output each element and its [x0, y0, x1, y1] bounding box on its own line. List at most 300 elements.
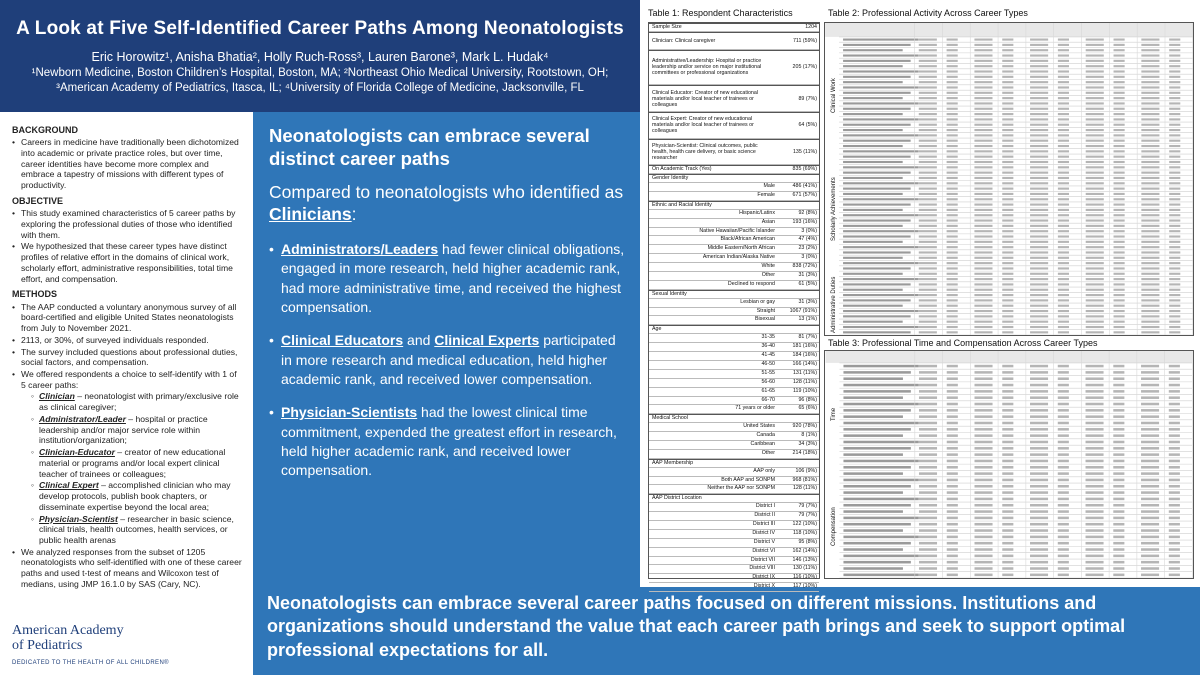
table-cell-text — [1086, 574, 1104, 577]
finding-text: participated in more research and medical education, held higher academic rank, and received lower compensation. — [281, 332, 616, 387]
table-cell-text — [947, 567, 958, 570]
table-cell-text — [1169, 396, 1180, 399]
table-cell-text — [1030, 289, 1048, 291]
table-cell-text — [1169, 422, 1180, 425]
table-cell-text — [1141, 283, 1159, 285]
table-cell-text — [947, 422, 958, 425]
table-cell-text — [1002, 447, 1013, 450]
table-cell-text — [1058, 241, 1069, 243]
aap-logo — [12, 623, 237, 667]
table-cell-text — [843, 517, 918, 520]
table-cell-text — [974, 235, 992, 237]
table-cell-text — [1113, 529, 1124, 532]
table-cell-text — [1058, 491, 1069, 494]
table-cell-text — [1002, 39, 1013, 41]
table-cell-text — [1169, 479, 1180, 482]
table-cell-text — [1114, 204, 1125, 206]
table-cell-text — [1002, 124, 1013, 126]
table-cell-text — [919, 396, 937, 399]
table-cell-text — [1086, 428, 1104, 431]
table-cell-text — [919, 504, 937, 507]
table-cell-text — [975, 384, 993, 387]
table-cell-text — [843, 396, 902, 399]
table1-row-label: On Academic Track (Yes) — [652, 166, 712, 173]
comparison-suffix: : — [351, 204, 357, 225]
table-cell-text — [974, 81, 992, 83]
table-cell-text — [919, 371, 937, 374]
table-cell-text — [919, 241, 937, 243]
table-cell-text — [1086, 542, 1104, 545]
table-cell-text — [974, 273, 992, 275]
table-cell-text — [1002, 166, 1013, 168]
table-cell-text — [975, 377, 993, 380]
table1-row-value: 968 (81%) — [792, 476, 817, 483]
table1-row-value: 95 (8%) — [798, 538, 817, 545]
table-cell-text — [1113, 491, 1124, 494]
table1-row — [649, 183, 819, 192]
table-cell-text — [1169, 177, 1180, 179]
table-cell-text — [919, 315, 937, 317]
table-cell-text — [1114, 230, 1125, 232]
career-path-name: Administrator/Leader — [39, 413, 126, 424]
table-cell-text — [1086, 299, 1104, 301]
table-cell-text — [1002, 65, 1013, 67]
table-cell-text — [1058, 134, 1069, 136]
table-cell-text — [1169, 81, 1180, 83]
table-cell-text — [1141, 377, 1159, 380]
table-cell-text — [1169, 246, 1180, 248]
table-cell-text — [1058, 523, 1069, 526]
table-cell-text — [1086, 172, 1104, 174]
table-cell-text — [1114, 182, 1125, 184]
table-cell-text — [1169, 460, 1180, 463]
table-cell-text — [1141, 321, 1159, 323]
table-cell-text — [1169, 140, 1180, 142]
table-cell-text — [1086, 182, 1104, 184]
table-cell-text — [1169, 166, 1180, 168]
table-cell-text — [1169, 491, 1180, 494]
table-cell-text — [919, 156, 937, 158]
table-cell-text — [947, 134, 958, 136]
table1-row — [649, 85, 819, 112]
table-cell-text — [1086, 166, 1104, 168]
career-path-item — [31, 414, 243, 446]
table-cell-text — [947, 331, 958, 333]
table-cell-text — [947, 177, 958, 179]
table-cell-text — [1169, 315, 1180, 317]
table-cell-text — [1141, 92, 1159, 94]
table-cell-text — [1030, 299, 1048, 301]
table-cell-text — [919, 161, 937, 163]
table-cell-text — [1058, 225, 1069, 227]
table-cell-text — [1002, 283, 1013, 285]
table-cell-text — [919, 76, 937, 78]
table-cell-text — [1141, 113, 1159, 115]
table1-row — [649, 210, 819, 219]
table-cell-text — [1141, 70, 1159, 72]
table-cell-text — [1086, 510, 1104, 513]
table-cell-text — [1169, 241, 1180, 243]
table1-row — [649, 325, 819, 334]
table-cell-text — [947, 289, 958, 291]
table-cell-text — [843, 371, 910, 374]
table-cell-text — [975, 548, 993, 551]
table1-row-value: 671 (57%) — [792, 192, 817, 199]
table-cell-text — [1114, 166, 1125, 168]
table-cell-text — [1086, 321, 1104, 323]
table1-row — [649, 388, 819, 397]
career-path-name: Clinician-Educator — [39, 447, 115, 458]
table-cell-text — [1086, 517, 1104, 520]
table-cell-text — [1086, 76, 1104, 78]
table-cell-text — [919, 310, 937, 312]
table1-row-label: 51-55 — [761, 369, 775, 376]
table-cell-text — [1030, 447, 1048, 450]
table-cell-text — [1030, 129, 1048, 131]
table1-row-value: 106 (9%) — [795, 467, 817, 474]
table-cell-text — [919, 267, 937, 269]
table-cell-text — [1002, 204, 1013, 206]
table-cell-text — [1114, 305, 1125, 307]
table-cell-text — [975, 466, 993, 469]
table-cell-text — [1058, 219, 1069, 221]
table-cell-text — [1086, 434, 1104, 437]
table-cell-text — [1030, 365, 1048, 368]
table-cell-text — [1113, 409, 1124, 412]
finding-term: Clinical Educators — [281, 332, 404, 349]
table-cell-text — [1141, 403, 1159, 406]
table-cell-text — [974, 140, 992, 142]
table-cell-text — [947, 241, 958, 243]
table-cell-text — [1141, 278, 1159, 280]
table-cell-text — [1030, 257, 1048, 259]
table-cell-text — [1141, 294, 1159, 296]
table-cell-text — [1113, 504, 1124, 507]
table-cell-text — [843, 39, 919, 41]
table-cell-text — [947, 371, 958, 374]
table-cell-text — [1086, 523, 1104, 526]
table-cell-text — [1030, 225, 1048, 227]
table-cell-text — [1002, 278, 1013, 280]
table-cell-text — [975, 390, 993, 393]
table-cell-text — [1058, 235, 1069, 237]
methods-heading: METHODS — [12, 289, 57, 300]
table-cell-text — [975, 472, 993, 475]
table-cell-text — [1058, 214, 1069, 216]
table-cell-text — [1030, 390, 1048, 393]
table-cell-text — [1169, 567, 1180, 570]
table-cell-text — [947, 193, 958, 195]
table1-row — [649, 494, 819, 503]
table-cell-text — [919, 214, 937, 216]
table-cell-text — [1113, 574, 1124, 577]
table-cell-text — [919, 491, 937, 494]
table-cell-text — [974, 65, 992, 67]
table1-row — [649, 299, 819, 308]
table-cell-text — [975, 371, 993, 374]
table-cell-text — [947, 403, 958, 406]
table-cell-text — [843, 529, 902, 532]
table1-row — [649, 219, 819, 228]
table-cell-text — [947, 294, 958, 296]
table-cell-text — [947, 321, 958, 323]
table-cell-text — [1141, 555, 1159, 558]
table-cell-text — [1086, 129, 1104, 131]
table-cell-text — [1113, 390, 1124, 393]
table-cell-text — [1169, 434, 1180, 437]
table-cell-text — [919, 498, 937, 501]
table-cell-text — [1002, 415, 1013, 418]
finding-text: had the lowest clinical time commitment, expended the greatest effort in research, held higher academic rank, and received lower compensation. — [281, 404, 617, 479]
finding-join: and — [403, 332, 435, 349]
table1-row-label: AAP Membership — [652, 459, 694, 466]
table-cell-text — [947, 54, 958, 56]
table1-row-label: Hispanic/Latinx — [739, 209, 775, 216]
table-cell-text — [1058, 129, 1069, 131]
table-cell-text — [1002, 177, 1013, 179]
table-cell-text — [1114, 257, 1125, 259]
table-cell-text — [1002, 214, 1013, 216]
table-cell-text — [1169, 310, 1180, 312]
table-cell-text — [974, 198, 992, 200]
table-cell-text — [843, 510, 902, 513]
table-cell-text — [1169, 331, 1180, 333]
table1-row — [649, 521, 819, 530]
table-cell-text — [843, 422, 918, 425]
table-cell-text — [947, 453, 958, 456]
table3-side-label: Time — [831, 407, 837, 421]
table-cell-text — [1141, 517, 1159, 520]
table-cell-text — [1169, 235, 1180, 237]
table-cell-text — [974, 156, 992, 158]
table-cell-text — [919, 567, 937, 570]
table-cell-text — [1058, 460, 1069, 463]
career-path-desc: – accomplished clinician who may develop protocols, publish book chapters, or disseminate expertise beyond the local area; — [39, 480, 231, 512]
table-cell-text — [947, 60, 958, 62]
table-cell-text — [1002, 479, 1013, 482]
table-cell-text — [947, 326, 958, 328]
table-cell-text — [843, 283, 911, 285]
table-cell-text — [1169, 118, 1180, 120]
table-cell-text — [1002, 529, 1013, 532]
poster-title: A Look at Five Self-Identified Career Paths Among Neonatologists — [16, 18, 624, 39]
table-cell-text — [1030, 39, 1048, 41]
table-cell-text — [947, 86, 958, 88]
table-cell-text — [843, 567, 902, 570]
table-cell-text — [843, 204, 911, 206]
table-cell-text — [1169, 365, 1180, 368]
table-cell-text — [1002, 310, 1013, 312]
table-cell-text — [974, 289, 992, 291]
table1-row-value: 47 (4%) — [798, 236, 817, 243]
table-cell-text — [974, 204, 992, 206]
table-cell-text — [1141, 140, 1159, 142]
table-cell-text — [947, 555, 958, 558]
table-cell-text — [1030, 214, 1048, 216]
table1-row — [649, 334, 819, 343]
affiliations-line-2: ³American Academy of Pediatrics, Itasca, IL; ⁴University of Florida College of Medicine, Jacksonville, FL — [56, 82, 584, 94]
table-cell-text — [1030, 65, 1048, 67]
table-cell-text — [843, 434, 902, 437]
table-cell-text — [1002, 460, 1013, 463]
table-cell-text — [1002, 92, 1013, 94]
table-cell-text — [1169, 188, 1180, 190]
table-cell-text — [1002, 161, 1013, 163]
table-cell-text — [947, 230, 958, 232]
table-cell-text — [1086, 156, 1104, 158]
table-cell-text — [947, 76, 958, 78]
table-cell-text — [1086, 498, 1104, 501]
table-cell-text — [919, 81, 937, 83]
table-cell-text — [919, 235, 937, 237]
table-cell-text — [1086, 230, 1104, 232]
table-cell-text — [919, 44, 937, 46]
table-cell-text — [1030, 124, 1048, 126]
table-cell-text — [1030, 542, 1048, 545]
table-cell-text — [1169, 441, 1180, 444]
table1-row — [649, 263, 819, 272]
table-cell-text — [1169, 251, 1180, 253]
table-cell-text — [1141, 479, 1159, 482]
table-cell-text — [1086, 415, 1104, 418]
table-cell-text — [1002, 257, 1013, 259]
table-cell-text — [1086, 548, 1104, 551]
table-cell-text — [1058, 124, 1069, 126]
table-cell-text — [919, 574, 937, 577]
table-cell-text — [947, 92, 958, 94]
table-cell-text — [1086, 273, 1104, 275]
table-cell-text — [947, 214, 958, 216]
table-cell-text — [1169, 428, 1180, 431]
table1-row-value: 838 (72%) — [792, 263, 817, 270]
table-cell-text — [1113, 510, 1124, 513]
table-cell-text — [947, 485, 958, 488]
table-cell-text — [843, 299, 911, 301]
table-cell-text — [1086, 193, 1104, 195]
table-cell-text — [919, 510, 937, 513]
table-cell-text — [947, 523, 958, 526]
table-cell-text — [1002, 193, 1013, 195]
table-cell-text — [1114, 214, 1125, 216]
table-cell-text — [1113, 567, 1124, 570]
table-cell-text — [1169, 209, 1180, 211]
table-cell-text — [947, 315, 958, 317]
table-cell-text — [843, 161, 903, 163]
table-cell-text — [1141, 156, 1159, 158]
table1-row — [649, 485, 819, 494]
table-cell-text — [1141, 39, 1159, 41]
table-cell-text — [1141, 305, 1159, 307]
table1-row — [649, 308, 819, 317]
table-cell-text — [1030, 251, 1048, 253]
table-cell-text — [1002, 403, 1013, 406]
table-cell-text — [1058, 498, 1069, 501]
table-cell-text — [1141, 81, 1159, 83]
table-cell-text — [1058, 331, 1069, 333]
table1-row — [649, 201, 819, 210]
table1-row-value: 96 (8%) — [798, 396, 817, 403]
table-cell-text — [1086, 466, 1104, 469]
table-cell-text — [1030, 182, 1048, 184]
table1-row-value: 31 (3%) — [798, 298, 817, 305]
table-cell-text — [1086, 278, 1104, 280]
table-cell-text — [1030, 371, 1048, 374]
table-cell-text — [1002, 517, 1013, 520]
table2-caption: Table 2: Professional Activity Across Career Types — [828, 8, 1028, 18]
table-cell-text — [1141, 365, 1159, 368]
table-cell-text — [1113, 447, 1124, 450]
table-cell-text — [1086, 81, 1104, 83]
table-cell-text — [1169, 504, 1180, 507]
table-cell-text — [947, 428, 958, 431]
table-cell-text — [1114, 225, 1125, 227]
table-cell-text — [1113, 498, 1124, 501]
table-cell-text — [975, 561, 993, 564]
table-cell-text — [1113, 561, 1124, 564]
table-cell-text — [1141, 510, 1159, 513]
table-cell-text — [1002, 76, 1013, 78]
table1-row-label: Sample Size — [652, 24, 682, 30]
table-cell-text — [1058, 86, 1069, 88]
table1-row — [649, 565, 819, 574]
table-cell-text — [947, 172, 958, 174]
table-cell-text — [1002, 198, 1013, 200]
table-cell-text — [947, 542, 958, 545]
table-cell-text — [974, 113, 992, 115]
table1-row-value: 181 (16%) — [792, 343, 817, 350]
table-cell-text — [1058, 251, 1069, 253]
table-cell-text — [1114, 278, 1125, 280]
table-cell-text — [1114, 92, 1125, 94]
table1-row-value: 835 (69%) — [792, 166, 817, 173]
table-cell-text — [1114, 60, 1125, 62]
table-cell-text — [1058, 555, 1069, 558]
table-cell-text — [1141, 536, 1159, 539]
table-cell-text — [1058, 466, 1069, 469]
table-cell-text — [947, 124, 958, 126]
table1-row — [649, 414, 819, 423]
table-cell-text — [843, 460, 918, 463]
table-cell-text — [919, 294, 937, 296]
table-cell-text — [919, 299, 937, 301]
table1-row-value: 92 (8%) — [798, 209, 817, 216]
table-cell-text — [1113, 555, 1124, 558]
key-findings-panel — [253, 112, 640, 587]
table-cell-text — [843, 108, 911, 110]
table-cell-text — [919, 422, 937, 425]
table-cell-text — [843, 60, 911, 62]
table-cell-text — [919, 198, 937, 200]
table-cell-text — [947, 283, 958, 285]
table-cell-text — [1086, 485, 1104, 488]
table-cell-text — [919, 182, 937, 184]
table-cell-text — [843, 97, 903, 99]
table-cell-text — [1113, 384, 1124, 387]
table-cell-text — [947, 118, 958, 120]
table-cell-text — [1002, 70, 1013, 72]
table-cell-text — [1058, 76, 1069, 78]
table-cell-text — [1141, 49, 1159, 51]
table1-row — [649, 343, 819, 352]
table-cell-text — [843, 441, 918, 444]
table-cell-text — [975, 485, 993, 488]
table-cell-text — [1114, 145, 1125, 147]
table-cell-text — [1114, 44, 1125, 46]
table-cell-text — [1169, 54, 1180, 56]
table-cell-text — [1141, 257, 1159, 259]
table-cell-text — [1086, 453, 1104, 456]
table-cell-text — [947, 262, 958, 264]
